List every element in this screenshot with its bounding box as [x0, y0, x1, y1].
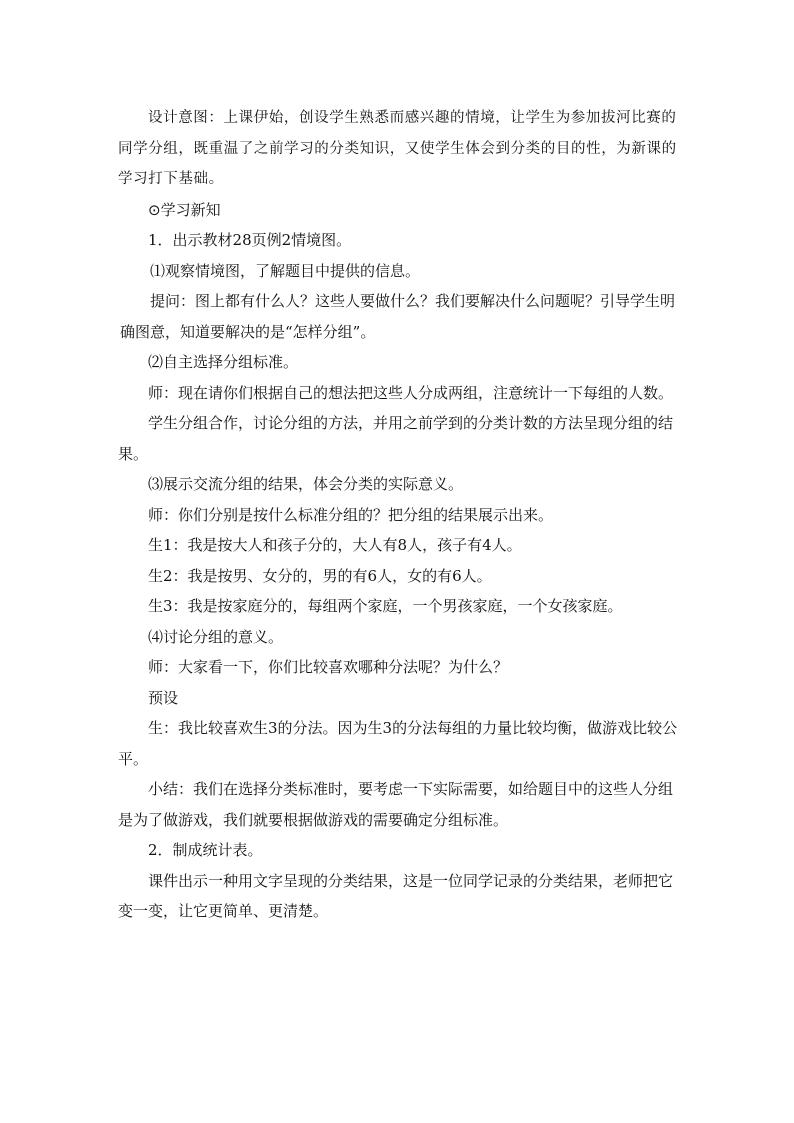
preset-label: 预设 [148, 688, 179, 707]
teacher-question-paragraph: 师：你们分别是按什么标准分组的？把分组的结果展示出来。 [148, 505, 554, 524]
step-1-paragraph: 1．出示教材28页例2情境图。 [148, 231, 352, 249]
summary-paragraph: 小结：我们在选择分类标准时，要考虑一下实际需要，如给题目中的这些人分组是为了做游戏，我们就要根据做游戏的需要确定分组标准。 [118, 780, 674, 829]
observe-paragraph: ⑴观察情境图，了解题目中提供的信息。 [150, 261, 421, 280]
student-preference-paragraph: 生：我比较喜欢生3的分法。因为生3的分法每组的力量比较均衡，做游戏比较公平。 [118, 719, 678, 768]
teacher-prompt-paragraph: 师：大家看一下，你们比较喜欢哪种分法呢？为什么？ [148, 658, 509, 676]
student-1-paragraph: 生1：我是按大人和孩子分的，大人有8人，孩子有4人。 [148, 536, 522, 554]
show-results-paragraph: ⑶展示交流分组的结果，体会分类的实际意义。 [148, 475, 464, 493]
student-3-paragraph: 生3：我是按家庭分的，每组两个家庭，一个男孩家庭，一个女孩家庭。 [148, 597, 623, 615]
section-heading: ⊙学习新知 [148, 200, 221, 219]
discuss-meaning-paragraph: ⑷讨论分组的意义。 [148, 627, 284, 646]
choose-standard-paragraph: ⑵自主选择分组标准。 [148, 353, 299, 371]
courseware-paragraph: 课件出示一种用文字呈现的分类结果，这是一位同学记录的分类结果，老师把它变一变，让它更简单、更清楚。 [118, 871, 674, 920]
group-work-paragraph: 学生分组合作，讨论分组的方法，并用之前学到的分类计数的方法呈现分组的结果。 [118, 414, 674, 463]
teacher-instruction-paragraph: 师：现在请你们根据自己的想法把这些人分成两组，注意统计一下每组的人数。 [148, 383, 674, 402]
student-2-paragraph: 生2：我是按男、女分的，男的有6人，女的有6人。 [148, 566, 492, 585]
document-page [118, 103, 678, 927]
step-2-paragraph: 2．制成统计表。 [148, 841, 263, 859]
question-paragraph: 提问：图上都有什么人？这些人要做什么？我们要解决什么问题呢？引导学生明确图意，知道要解决的是“怎样分组”。 [120, 292, 676, 341]
design-intent-paragraph: 设计意图：上课伊始，创设学生熟悉而感兴趣的情境，让学生为参加拔河比赛的同学分组，既重温了之前学习的分类知识，又使学生体会到分类的目的性，为新课的学习打下基础。 [118, 110, 677, 187]
